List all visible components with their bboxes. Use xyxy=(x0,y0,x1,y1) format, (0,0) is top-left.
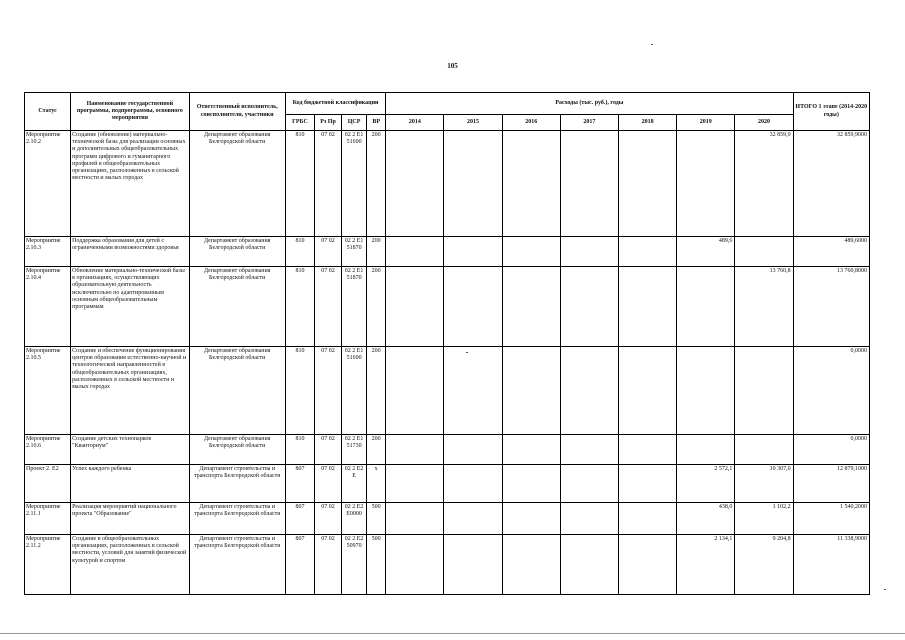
table-row xyxy=(25,435,870,465)
row-value-2019 xyxy=(677,435,735,465)
row-value-2015 xyxy=(444,267,502,347)
row-value-2017 xyxy=(560,347,618,435)
row-value-2015 xyxy=(444,465,502,503)
row-grbs: 810 xyxy=(285,237,314,267)
row-value-2018 xyxy=(618,131,676,237)
row-executor: Департамент строительства и транспорта Белгородской области xyxy=(189,465,285,503)
row-value-2018 xyxy=(618,503,676,535)
row-rzpr: 07 02 xyxy=(314,503,341,535)
col-budget-code-header: Код бюджетной классификации xyxy=(285,93,385,115)
row-value-2018 xyxy=(618,465,676,503)
row-vr: 200 xyxy=(367,237,386,267)
row-value-2019 xyxy=(677,131,735,237)
row-value-2017 xyxy=(560,503,618,535)
row-value-2019: 2 572,1 xyxy=(677,465,735,503)
row-value-2015 xyxy=(444,503,502,535)
row-value-2017 xyxy=(560,267,618,347)
table-row xyxy=(25,503,870,535)
col-year-2014-header: 2014 xyxy=(386,115,444,131)
row-value-2020: 9 204,8 xyxy=(735,535,793,595)
table-row xyxy=(25,237,870,267)
row-value-2016 xyxy=(502,237,560,267)
row-grbs: 810 xyxy=(285,347,314,435)
table-row xyxy=(25,465,870,503)
scan-speck xyxy=(651,44,653,45)
table-row xyxy=(25,131,870,237)
header-row-1 xyxy=(25,93,870,115)
row-vr: 500 xyxy=(367,503,386,535)
row-value-2015 xyxy=(444,237,502,267)
row-total: 0,0000 xyxy=(793,347,869,435)
col-year-2018-header: 2018 xyxy=(618,115,676,131)
row-executor: Департамент образования Белгородской области xyxy=(189,131,285,237)
row-value-2018 xyxy=(618,237,676,267)
row-value-2020: 13 760,8 xyxy=(735,267,793,347)
row-value-2017 xyxy=(560,535,618,595)
col-year-2015-header: 2015 xyxy=(444,115,502,131)
col-year-2016-header: 2016 xyxy=(502,115,560,131)
row-value-2016 xyxy=(502,503,560,535)
col-status-header: Статус xyxy=(25,93,71,131)
row-grbs: 810 xyxy=(285,267,314,347)
row-value-2016 xyxy=(502,131,560,237)
row-grbs: 810 xyxy=(285,435,314,465)
table-row xyxy=(25,347,870,435)
col-expenses-header: Расходы (тыс. руб.), годы xyxy=(386,93,793,115)
row-value-2014 xyxy=(386,347,444,435)
row-status: Мероприятие 2.10.3 xyxy=(25,237,71,267)
page-number: 105 xyxy=(447,62,458,70)
row-executor: Департамент образования Белгородской области xyxy=(189,435,285,465)
row-grbs: 810 xyxy=(285,131,314,237)
row-rzpr: 07 02 xyxy=(314,267,341,347)
row-rzpr: 07 02 xyxy=(314,347,341,435)
budget-table xyxy=(24,92,870,595)
row-grbs: 807 xyxy=(285,465,314,503)
row-executor: Департамент строительства и транспорта Белгородской области xyxy=(189,503,285,535)
row-total: 13 760,8000 xyxy=(793,267,869,347)
row-executor: Департамент образования Белгородской области xyxy=(189,237,285,267)
row-rzpr: 07 02 xyxy=(314,131,341,237)
row-value-2018 xyxy=(618,347,676,435)
row-value-2017 xyxy=(560,237,618,267)
row-status: Мероприятие 2.10.4 xyxy=(25,267,71,347)
row-executor: Департамент образования Белгородской области xyxy=(189,267,285,347)
row-rzpr: 07 02 xyxy=(314,237,341,267)
col-csr-header: ЦСР xyxy=(342,115,367,131)
row-value-2014 xyxy=(386,131,444,237)
row-status: Проект 2. E2 xyxy=(25,465,71,503)
row-value-2014 xyxy=(386,435,444,465)
row-total: 12 879,1000 xyxy=(793,465,869,503)
row-status: Мероприятие 2.10.6 xyxy=(25,435,71,465)
row-value-2018 xyxy=(618,535,676,595)
row-value-2020 xyxy=(735,435,793,465)
row-csr: 02 2 E1 51690 xyxy=(342,131,367,237)
row-value-2017 xyxy=(560,465,618,503)
row-vr: 200 xyxy=(367,347,386,435)
row-value-2019: 2 134,1 xyxy=(677,535,735,595)
row-value-2020: 32 859,9 xyxy=(735,131,793,237)
row-rzpr: 07 02 xyxy=(314,535,341,595)
row-value-2019: 489,6 xyxy=(677,237,735,267)
row-csr: 02 2 E1 51690 xyxy=(342,347,367,435)
row-csr: 02 2 E2 E0000 xyxy=(342,503,367,535)
row-value-2014 xyxy=(386,237,444,267)
row-executor: Департамент строительства и транспорта Белгородской области xyxy=(189,535,285,595)
row-value-2015 xyxy=(444,535,502,595)
row-name: Успех каждого ребенка xyxy=(71,465,189,503)
row-name: Создание детских технопарков "Кванториум" xyxy=(71,435,189,465)
row-vr: 200 xyxy=(367,267,386,347)
row-value-2016 xyxy=(502,435,560,465)
row-value-2016 xyxy=(502,535,560,595)
row-vr: 200 xyxy=(367,435,386,465)
row-value-2014 xyxy=(386,535,444,595)
scan-speck xyxy=(884,589,886,590)
row-name: Обновление материально-технической базы в организациях, осуществляющих образовательную деятельность исключительно по адаптированным основным общеобразовательным программам xyxy=(71,267,189,347)
col-rzpr-header: Рз Пр xyxy=(314,115,341,131)
row-value-2014 xyxy=(386,503,444,535)
col-executor-header: Ответственный исполнитель, соисполнители, участники xyxy=(189,93,285,131)
row-name: Поддержка образования для детей с ограниченными возможностями здоровья xyxy=(71,237,189,267)
col-vr-header: ВР xyxy=(367,115,386,131)
row-value-2020 xyxy=(735,347,793,435)
col-year-2017-header: 2017 xyxy=(560,115,618,131)
row-value-2014 xyxy=(386,465,444,503)
row-csr: 02 2 E1 51870 xyxy=(342,267,367,347)
row-name: Реализация мероприятий национального проекта "Образование" xyxy=(71,503,189,535)
col-name-header: Наименование государственной программы, подпрограммы, основного мероприятия xyxy=(71,93,189,131)
col-year-2020-header: 2020 xyxy=(735,115,793,131)
row-status: Мероприятие 2.10.2 xyxy=(25,131,71,237)
table-body xyxy=(25,131,870,595)
row-grbs: 807 xyxy=(285,535,314,595)
row-status: Мероприятие 2.11.1 xyxy=(25,503,71,535)
row-value-2018 xyxy=(618,435,676,465)
row-value-2019 xyxy=(677,347,735,435)
row-csr: 02 2 E1 51870 xyxy=(342,237,367,267)
row-value-2018 xyxy=(618,267,676,347)
row-value-2015 xyxy=(444,131,502,237)
row-rzpr: 07 02 xyxy=(314,465,341,503)
row-value-2019 xyxy=(677,267,735,347)
row-csr: 02 2 E2 E xyxy=(342,465,367,503)
row-value-2015 xyxy=(444,347,502,435)
row-total: 489,6000 xyxy=(793,237,869,267)
row-value-2020 xyxy=(735,237,793,267)
row-value-2017 xyxy=(560,131,618,237)
row-value-2020: 1 102,2 xyxy=(735,503,793,535)
col-year-2019-header: 2019 xyxy=(677,115,735,131)
row-rzpr: 07 02 xyxy=(314,435,341,465)
row-vr: 200 xyxy=(367,131,386,237)
row-status: Мероприятие 2.10.5 xyxy=(25,347,71,435)
row-value-2014 xyxy=(386,267,444,347)
table-row xyxy=(25,535,870,595)
page-bottom-rule xyxy=(0,633,905,634)
row-value-2016 xyxy=(502,347,560,435)
row-value-2016 xyxy=(502,465,560,503)
col-grbs-header: ГРБС xyxy=(285,115,314,131)
row-value-2020: 10 307,0 xyxy=(735,465,793,503)
row-vr: 500 xyxy=(367,535,386,595)
row-status: Мероприятие 2.11.2 xyxy=(25,535,71,595)
row-total: 32 859,9000 xyxy=(793,131,869,237)
row-value-2019: 438,0 xyxy=(677,503,735,535)
row-value-2017 xyxy=(560,435,618,465)
row-csr: 02 2 E1 51730 xyxy=(342,435,367,465)
row-total: 11 338,9000 xyxy=(793,535,869,595)
row-name: Создание и обеспечение функционирования центров образования естественно-научной и технологической направленностей в общеобразовательных организациях, расположенных в сельской местности и малых городах xyxy=(71,347,189,435)
row-total: 1 540,2000 xyxy=(793,503,869,535)
row-value-2015 xyxy=(444,435,502,465)
col-total-header: ИТОГО 1 этапе (2014-2020 годы) xyxy=(793,93,869,131)
table-row xyxy=(25,267,870,347)
row-vr: x xyxy=(367,465,386,503)
row-grbs: 807 xyxy=(285,503,314,535)
row-csr: 02 2 E2 50970 xyxy=(342,535,367,595)
row-value-2016 xyxy=(502,267,560,347)
row-total: 0,0000 xyxy=(793,435,869,465)
row-name: Создание в общеобразовательных организациях, расположенных в сельской местности, условий для занятий физической культурой и спортом xyxy=(71,535,189,595)
row-executor: Департамент образования Белгородской области xyxy=(189,347,285,435)
row-name: Создание (обновление) материально-технической базы для реализации основных и дополнительных общеобразовательных программ цифрового и гуманитарного профилей в общеобразовательных организациях, расположенных в сельской местности и малых городах xyxy=(71,131,189,237)
